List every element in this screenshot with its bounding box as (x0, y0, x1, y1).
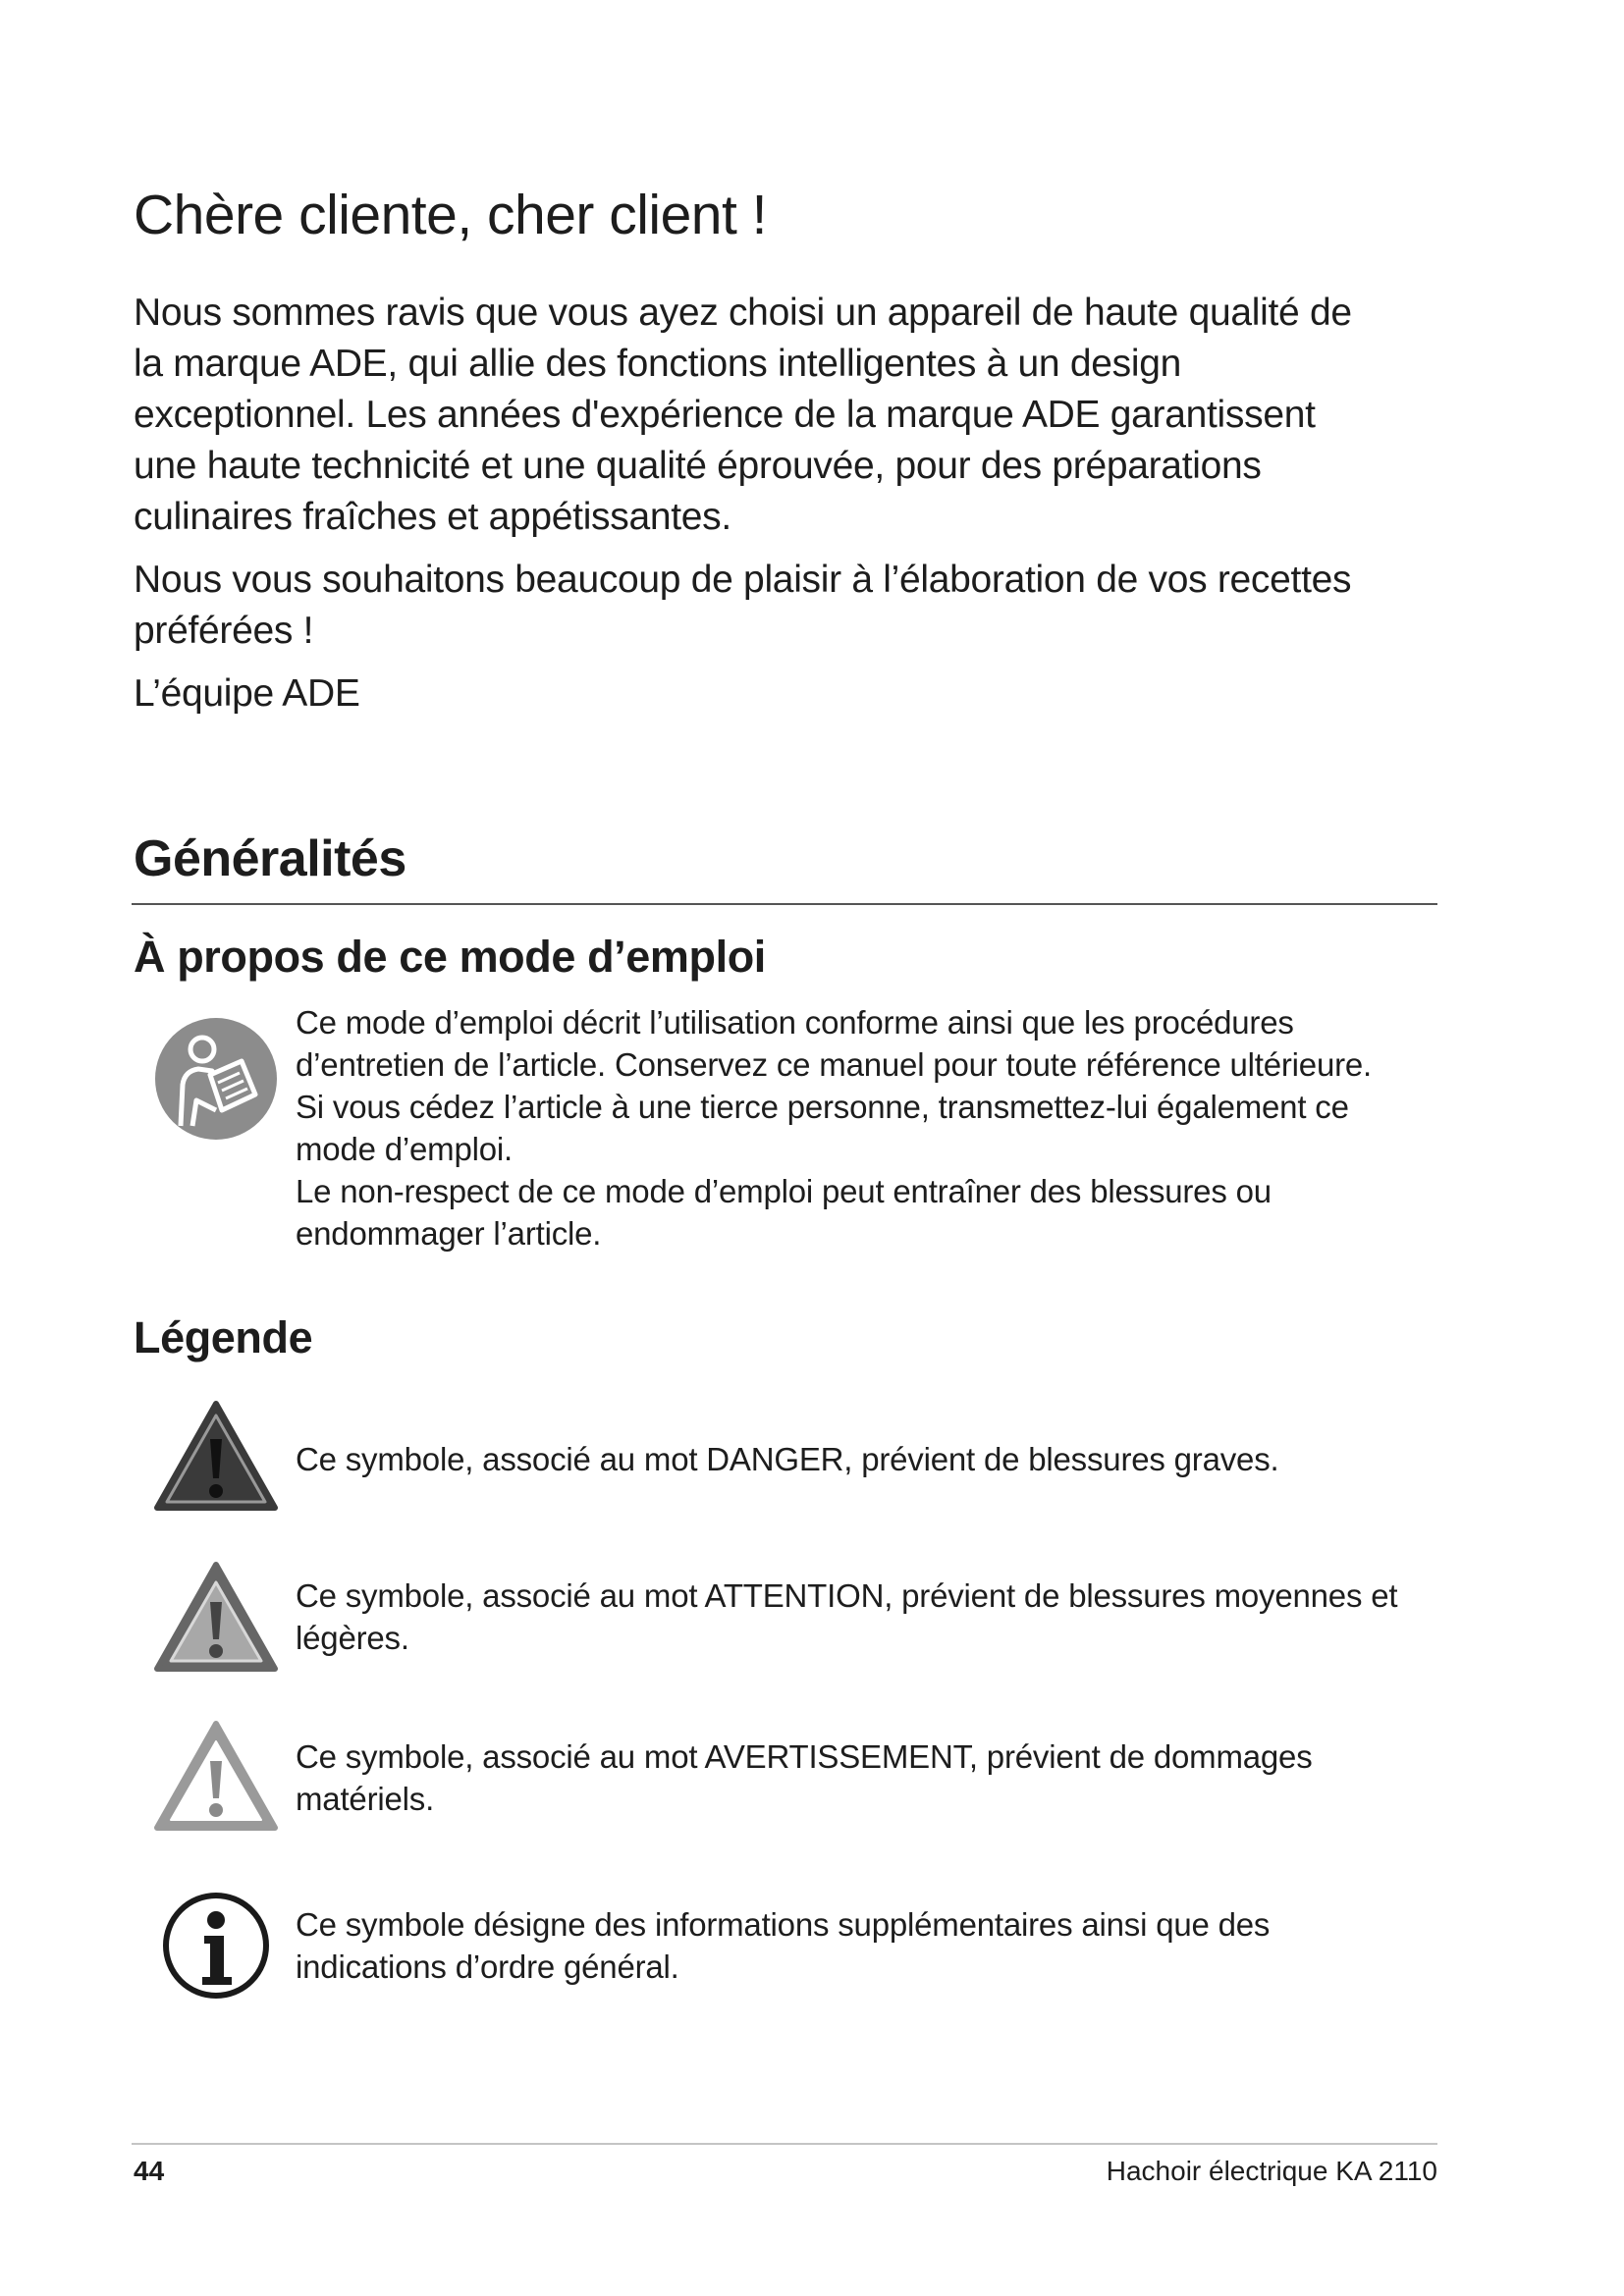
legend-heading: Légende (134, 1312, 313, 1362)
intro-paragraph: Nous sommes ravis que vous ayez choisi un appareil de haute qualité de la marque ADE, qui allie des fonctions intelligentes à un design exceptionnel. Les années d'expérience de la marque ADE garantissent une haute technicité et une qualité éprouvée, pour des préparations culinaires fraîches et appétissantes. (134, 292, 1352, 538)
wishes-paragraph: Nous vous souhaitons beaucoup de plaisir à l’élaboration de vos recettes préférées ! (134, 559, 1352, 652)
legend-item-info-text: Ce symbole désigne des informations supplémentaires ainsi que des indications d’ordre général. (296, 1906, 1271, 1985)
greeting-heading: Chère cliente, cher client ! (134, 184, 767, 246)
section-divider (132, 903, 1437, 905)
read-manual-icon (153, 1016, 279, 1142)
about-text: Ce mode d’emploi décrit l’utilisation conforme ainsi que les procédures d’entretien de l’article. Conservez ce manuel pour toute référence ultérieure. Si vous cédez l’article à une tierce personne, transmettez-lui également ce mode d’emploi. (296, 1004, 1373, 1167)
signature: L’équipe ADE (134, 672, 360, 715)
attention-warning-icon (153, 1561, 279, 1675)
footer-divider (132, 2143, 1437, 2145)
info-icon (153, 1889, 279, 2002)
legend-item-danger-text: Ce symbole, associé au mot DANGER, prévient de blessures graves. (296, 1441, 1279, 1477)
danger-warning-icon (153, 1400, 279, 1514)
legend-item-attention-text: Ce symbole, associé au mot ATTENTION, prévient de blessures moyennes et légères. (296, 1577, 1398, 1656)
legend-item-notice-text: Ce symbole, associé au mot AVERTISSEMENT, prévient de dommages matériels. (296, 1738, 1313, 1817)
notice-warning-icon (153, 1720, 279, 1834)
page-number: 44 (134, 2156, 165, 2186)
section-title: Généralités (134, 830, 406, 887)
about-warning-text: Le non-respect de ce mode d’emploi peut entraîner des blessures ou endommager l’article. (296, 1173, 1272, 1252)
footer-product-title: Hachoir électrique KA 2110 (1106, 2156, 1437, 2186)
about-heading: À propos de ce mode d’emploi (134, 932, 766, 982)
